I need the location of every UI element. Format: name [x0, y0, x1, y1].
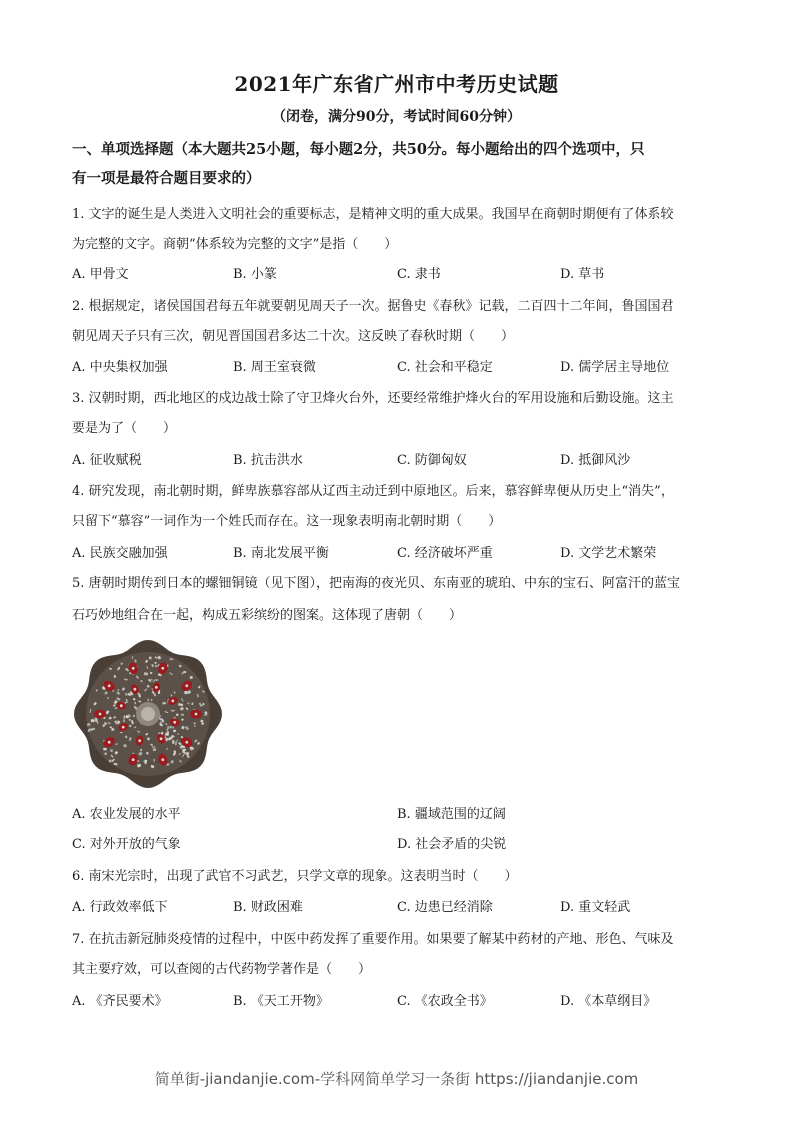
pearl-inlay-fleck — [181, 714, 184, 716]
question-4-line-2: 只留下“慕容”一词作为一个姓氏而存在。这一现象表明南北朝时期（ ） — [72, 514, 502, 529]
pearl-inlay-fleck — [95, 718, 98, 720]
question-2-option-d[interactable]: D. 儒学居主导地位 — [560, 360, 670, 375]
question-7-option-c[interactable]: C. 《农政全书》 — [397, 994, 493, 1009]
pearl-inlay-fleck — [173, 753, 175, 755]
question-5-options-row-2 — [72, 835, 732, 855]
mirror-center-knob — [141, 707, 155, 721]
question-2-line-1: 2. 根据规定，诸侯国国君每五年就要朝见周天子一次。据鲁史《春秋》记载，二百四十二年间，鲁国国君 — [72, 299, 674, 314]
pearl-inlay-fleck — [123, 719, 125, 722]
inlay-highlight — [132, 667, 135, 670]
question-1-options — [72, 265, 732, 285]
question-4-options — [72, 544, 732, 564]
inlay-highlight — [99, 713, 102, 716]
question-1-option-b[interactable]: B. 小篆 — [233, 267, 277, 282]
question-4-option-a[interactable]: A. 民族交融加强 — [72, 546, 168, 561]
pearl-inlay-fleck — [105, 753, 107, 755]
question-7-option-d[interactable]: D. 《本草纲目》 — [560, 994, 657, 1009]
pearl-inlay-fleck — [140, 680, 142, 682]
question-5-option-b[interactable]: B. 疆域范围的辽阔 — [397, 807, 506, 822]
footer-watermark-link[interactable]: 简单街-jiandanjie.com-学科网简单学习一条街 https://jiandanjie.com — [154, 1070, 639, 1088]
inlay-highlight — [173, 721, 176, 724]
pearl-inlay-fleck — [176, 714, 179, 716]
pearl-inlay-fleck — [152, 746, 156, 747]
question-6-options — [72, 898, 732, 918]
question-3-option-b[interactable]: B. 抗击洪水 — [233, 453, 303, 468]
pearl-inlay-fleck — [183, 749, 186, 751]
pearl-inlay-fleck — [151, 699, 153, 700]
question-4-option-d[interactable]: D. 文学艺术繁荣 — [560, 546, 657, 561]
inlay-highlight — [171, 700, 174, 703]
exam-title: 2021年广东省广州市中考历史试题 — [234, 72, 559, 96]
pearl-inlay-fleck — [96, 690, 98, 692]
inlay-highlight — [160, 737, 163, 740]
inlay-highlight — [185, 741, 188, 744]
pearl-inlay-fleck — [167, 726, 169, 729]
inlay-highlight — [122, 726, 125, 729]
question-6-option-c[interactable]: C. 边患已经消除 — [397, 900, 493, 915]
question-5-options — [72, 805, 732, 825]
question-6-option-a[interactable]: A. 行政效率低下 — [72, 900, 168, 915]
question-1-option-a[interactable]: A. 甲骨文 — [72, 267, 129, 282]
pearl-inlay-fleck — [124, 715, 126, 718]
bronze-mirror-illustration — [72, 638, 224, 790]
question-2-option-a[interactable]: A. 中央集权加强 — [72, 360, 168, 375]
pearl-inlay-fleck — [170, 658, 174, 660]
question-2-line-2: 朝见周天子只有三次，朝见晋国国君多达二十次。这反映了春秋时期（ ） — [72, 329, 515, 344]
question-5-option-a[interactable]: A. 农业发展的水平 — [72, 807, 181, 822]
question-1-line-1: 1. 文字的诞生是人类进入文明社会的重要标志，是精神文明的重大成果。我国早在商朝时期便有了体系较 — [72, 207, 674, 222]
question-6-line-1: 6. 南宋光宗时，出现了武官不习武艺，只学文章的现象。这表明当时（ ） — [72, 869, 518, 884]
question-1-option-d[interactable]: D. 草书 — [560, 267, 605, 282]
inlay-highlight — [161, 758, 164, 761]
section-heading-line-1: 一、单项选择题（本大题共25小题，每小题2分，共50分。每小题给出的四个选项中，只 — [72, 141, 645, 158]
question-6-option-d[interactable]: D. 重文轻武 — [560, 900, 631, 915]
inlay-highlight — [195, 713, 198, 716]
inlay-highlight — [185, 684, 188, 687]
exam-subtitle: （闭卷，满分90分，考试时间60分钟） — [272, 109, 521, 125]
question-3-line-2: 要是为了（ ） — [72, 421, 177, 436]
question-3-options — [72, 451, 732, 471]
question-7-line-1: 7. 在抗击新冠肺炎疫情的过程中，中医中药发挥了重要作用。如果要了解某中药材的产地、形色、气味及 — [72, 932, 674, 947]
question-1-option-c[interactable]: C. 隶书 — [397, 267, 441, 282]
pearl-inlay-fleck — [184, 691, 187, 694]
question-7-options — [72, 992, 732, 1012]
pearl-inlay-fleck — [179, 704, 183, 706]
inlay-highlight — [132, 758, 135, 761]
question-2-option-b[interactable]: B. 周王室衰微 — [233, 360, 316, 375]
inlay-highlight — [120, 704, 123, 707]
inlay-highlight — [138, 739, 141, 742]
section-heading-line-2: 有一项是最符合题目要求的） — [72, 170, 261, 187]
luodian-bronze-mirror-image — [72, 638, 224, 790]
question-2-options — [72, 358, 732, 378]
pearl-inlay-fleck — [172, 740, 175, 744]
question-3-option-c[interactable]: C. 防御匈奴 — [397, 453, 467, 468]
inlay-highlight — [134, 688, 137, 691]
question-3-option-a[interactable]: A. 征收赋税 — [72, 453, 142, 468]
pearl-inlay-fleck — [103, 748, 106, 750]
inlay-highlight — [108, 741, 111, 744]
question-5-line-1: 5. 唐朝时期传到日本的螺钿铜镜（见下图），把南海的夜光贝、东南亚的琥珀、中东的宝石、阿富汗的蓝宝 — [72, 576, 681, 591]
question-7-option-a[interactable]: A. 《齐民要术》 — [72, 994, 168, 1009]
question-7-option-b[interactable]: B. 《天工开物》 — [233, 994, 329, 1009]
question-4-line-1: 4. 研究发现，南北朝时期，鲜卑族慕容部从辽西主动迁到中原地区。后来，慕容鲜卑便从历史上“消失”， — [72, 484, 674, 499]
pearl-inlay-fleck — [165, 733, 169, 736]
question-5-line-2: 石巧妙地组合在一起，构成五彩缤纷的图案。这体现了唐朝（ ） — [72, 608, 463, 623]
pearl-inlay-fleck — [153, 748, 157, 751]
question-5-option-c[interactable]: C. 对外开放的气象 — [72, 837, 181, 852]
inlay-highlight — [155, 686, 158, 689]
question-1-line-2: 为完整的文字。商朝“体系较为完整的文字”是指（ ） — [72, 237, 398, 252]
inlay-highlight — [161, 667, 164, 670]
pearl-inlay-fleck — [170, 726, 172, 729]
question-6-option-b[interactable]: B. 财政困难 — [233, 900, 303, 915]
question-3-line-1: 3. 汉朝时期，西北地区的戍边战士除了守卫烽火台外，还要经常维护烽火台的军用设施和后勤设施。这主 — [72, 391, 674, 406]
pearl-inlay-fleck — [150, 672, 152, 674]
question-7-line-2: 其主要疗效，可以查阅的古代药物学著作是（ ） — [72, 962, 372, 977]
pearl-inlay-fleck — [155, 665, 158, 667]
question-4-option-b[interactable]: B. 南北发展平衡 — [233, 546, 329, 561]
question-5-option-d[interactable]: D. 社会矛盾的尖锐 — [397, 837, 507, 852]
question-2-option-c[interactable]: C. 社会和平稳定 — [397, 360, 493, 375]
question-3-option-d[interactable]: D. 抵御风沙 — [560, 453, 631, 468]
inlay-highlight — [108, 684, 111, 687]
pearl-inlay-fleck — [107, 697, 109, 698]
question-4-option-c[interactable]: C. 经济破坏严重 — [397, 546, 493, 561]
